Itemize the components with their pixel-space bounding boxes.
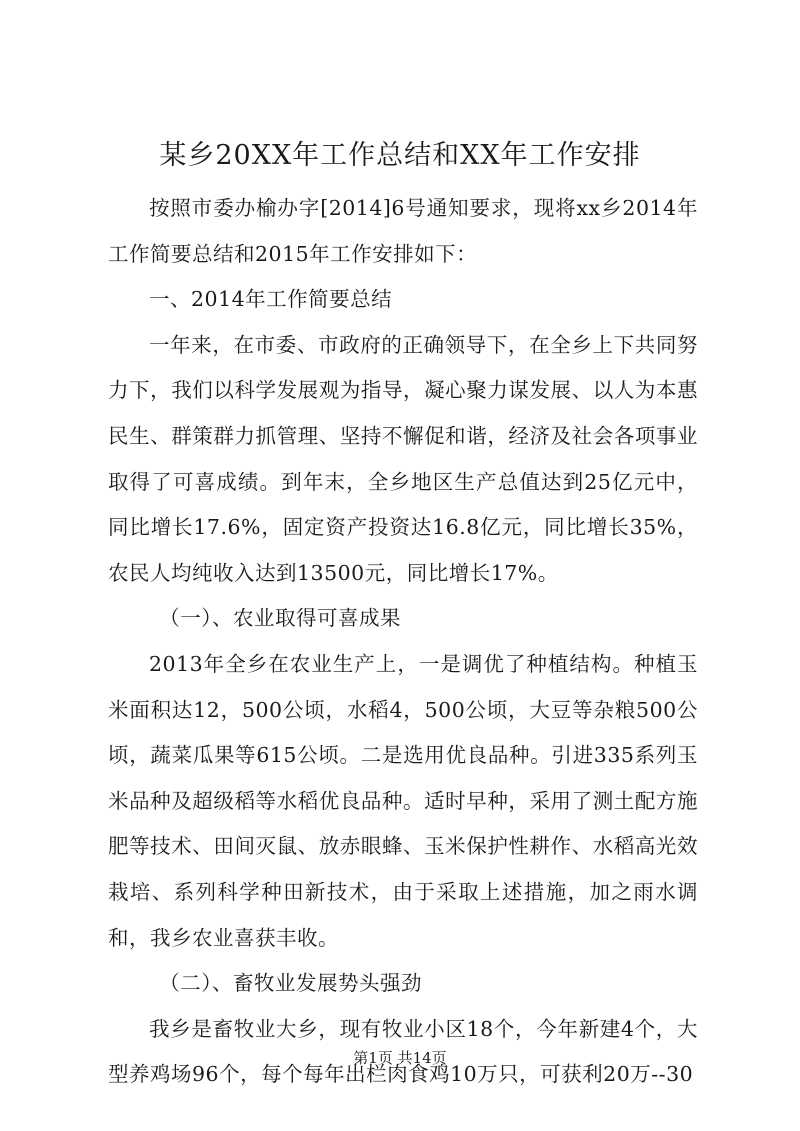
agriculture-paragraph: 2013年全乡在农业生产上，一是调优了种植结构。种植玉米面积达12，500公顷，水稻4，500公顷，大豆等杂粮500公顷，蔬菜瓜果等615公顷。二是选用优良品种。引进335系列玉米品种及超级稻等水稻优良品种。适时早种，采用了测土配方施肥等技术、田间灭鼠、放赤眼蜂、玉米保护性耕作、水稻高光效栽培、系列科学种田新技术，由于采取上述措施，加之雨水调和，我乡农业喜获丰收。 xyxy=(108,651,698,950)
summary-paragraph: 一年来，在市委、市政府的正确领导下，在全乡上下共同努力下，我们以科学发展观为指导，凝心聚力谋发展、以人为本惠民生、群策群力抓管理、坚持不懈促和谐，经济及社会各项事业取得了可喜成绩。到年末，全乡地区生产总值达到25亿元中，同比增长17.6%，固定资产投资达16.8亿元，同比增长35%，农民人均纯收入达到13500元，同比增长17%。 xyxy=(108,332,698,585)
intro-paragraph: 按照市委办榆办字[2014]6号通知要求，现将xx乡2014年工作简要总结和2015年工作安排如下： xyxy=(108,196,698,266)
document-body xyxy=(108,186,698,1098)
subsection-heading-livestock: （二）、畜牧业发展势头强劲 xyxy=(159,971,422,996)
section-heading-summary: 一、2014年工作简要总结 xyxy=(149,287,393,312)
subsection-heading-agriculture: （一）、农业取得可喜成果 xyxy=(159,606,401,631)
livestock-paragraph: 我乡是畜牧业大乡，现有牧业小区18个，今年新建4个，大型养鸡场96个，每个每年出栏肉食鸡10万只，可获利20万--30 xyxy=(108,1016,698,1087)
document-title: 某乡20XX年工作总结和XX年工作安排 xyxy=(159,140,641,171)
page-footer: 第1页 共14页 xyxy=(353,1049,447,1067)
